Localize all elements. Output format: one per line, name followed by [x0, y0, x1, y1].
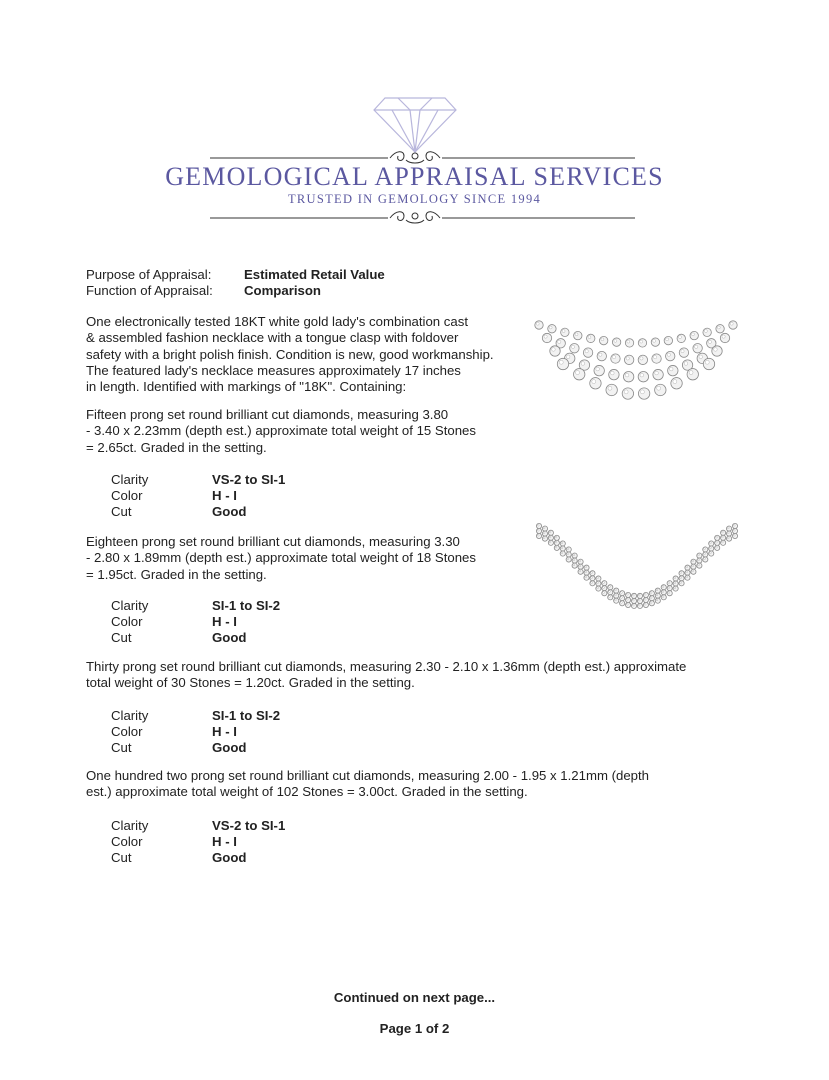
function-value: Comparison [244, 283, 321, 298]
necklace-photo-full [535, 518, 739, 618]
function-label: Function of Appraisal: [86, 283, 213, 298]
cut-value: Good [212, 630, 247, 645]
description-line: & assembled fashion necklace with a tongue clasp with foldover [86, 330, 459, 346]
cut-label: Cut [111, 850, 132, 865]
stone-group-2-text [86, 534, 476, 583]
description-line: in length. Identified with markings of "18K". Containing: [86, 379, 407, 395]
stone-group-line: One hundred two prong set round brilliant cut diamonds, measuring 2.00 - 1.95 x 1.21mm (depth [86, 768, 649, 783]
company-tagline: TRUSTED IN GEMOLOGY SINCE 1994 [287, 192, 542, 206]
color-value: H - I [212, 488, 237, 503]
clarity-label: Clarity [111, 472, 149, 487]
color-value: H - I [212, 614, 237, 629]
description-line: One electronically tested 18KT white gold lady's combination cast [86, 314, 468, 329]
description-line: safety with a bright polish finish. Condition is new, good workmanship. [86, 346, 494, 362]
ornament-bottom [390, 212, 440, 223]
stone-group-line: Thirty prong set round brilliant cut diamonds, measuring 2.30 - 2.10 x 1.36mm (depth est.) approximate [86, 659, 687, 674]
cut-value: Good [212, 504, 247, 519]
stone-group-line: - 2.80 x 1.89mm (depth est.) approximate total weight of 18 Stones [86, 550, 476, 566]
item-description [86, 314, 494, 395]
diamond-icon [374, 98, 456, 152]
stone-group-line: total weight of 30 Stones = 1.20ct. Graded in the setting. [86, 675, 415, 691]
clarity-label: Clarity [111, 818, 149, 833]
cut-label: Cut [111, 504, 132, 519]
continued-note: Continued on next page... [333, 990, 496, 1005]
color-label: Color [111, 488, 143, 503]
cut-label: Cut [111, 630, 132, 645]
color-label: Color [111, 724, 143, 739]
stone-group-4-text [86, 768, 649, 801]
color-value: H - I [212, 724, 237, 739]
stone-group-1-text [86, 407, 476, 456]
purpose-value: Estimated Retail Value [244, 267, 385, 282]
stone-group-line: = 2.65ct. Graded in the setting. [86, 439, 267, 455]
stone-group-line: est.) approximate total weight of 102 Stones = 3.00ct. Graded in the setting. [86, 784, 528, 800]
stone-group-line: = 1.95ct. Graded in the setting. [86, 566, 267, 582]
clarity-label: Clarity [111, 708, 149, 723]
company-logo [0, 90, 829, 230]
clarity-label: Clarity [111, 598, 149, 613]
clarity-value: SI-1 to SI-2 [212, 708, 281, 723]
clarity-value: VS-2 to SI-1 [212, 472, 286, 487]
company-name: GEMOLOGICAL APPRAISAL SERVICES [165, 162, 664, 191]
stone-group-line: - 3.40 x 2.23mm (depth est.) approximate total weight of 15 Stones [86, 423, 476, 439]
description-line: The featured lady's necklace measures approximately 17 inches [86, 362, 461, 378]
color-label: Color [111, 834, 143, 849]
cut-label: Cut [111, 740, 132, 755]
stone-group-line: Eighteen prong set round brilliant cut diamonds, measuring 3.30 [86, 534, 460, 549]
cut-value: Good [212, 850, 247, 865]
purpose-label: Purpose of Appraisal: [86, 267, 212, 282]
clarity-value: SI-1 to SI-2 [212, 598, 281, 613]
necklace-photo-closeup [533, 315, 739, 405]
page-number: Page 1 of 2 [379, 1021, 450, 1036]
stone-group-3-text [86, 659, 686, 692]
stone-group-line: Fifteen prong set round brilliant cut diamonds, measuring 3.80 [86, 407, 449, 422]
color-value: H - I [212, 834, 237, 849]
clarity-value: VS-2 to SI-1 [212, 818, 286, 833]
color-label: Color [111, 614, 143, 629]
cut-value: Good [212, 740, 247, 755]
